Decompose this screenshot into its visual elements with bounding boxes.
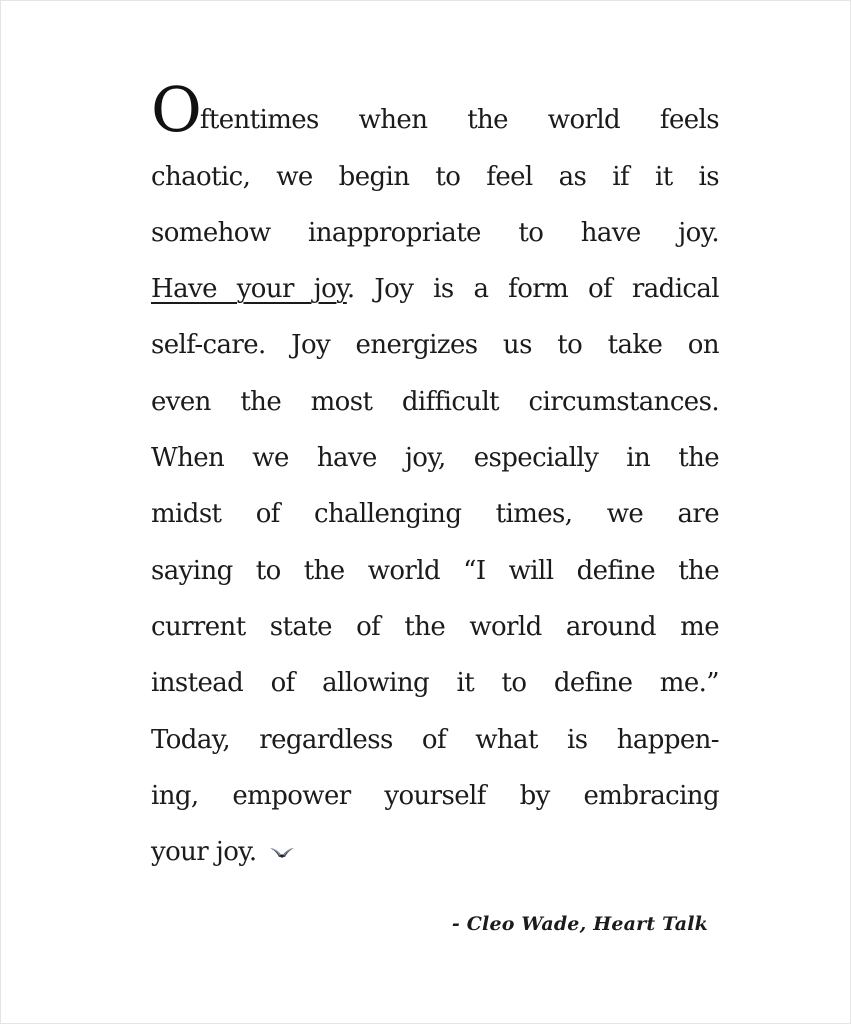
quote-line [151,596,719,652]
quote-line [151,73,719,147]
quote-line [151,539,719,595]
quote-line [151,314,719,370]
quote-line-text: ftentimes when the world feels [199,105,719,136]
underlined-phrase: Have your joy [151,274,347,305]
quote-line-text: . Joy is a form of radical [346,274,719,305]
drop-cap: O [151,73,200,147]
quote-line-text: chaotic, we begin to feel as if it is [151,161,719,192]
quote-line [151,765,719,821]
quote-line [151,652,719,708]
quote-line [151,202,719,258]
quote-passage [151,73,719,877]
quote-line-text: somehow inappropriate to have joy. [151,217,719,248]
quote-line-text: Today, regardless of what is happen- [151,724,719,755]
quote-line-text: current state of the world around me [151,611,719,642]
quote-line-text: your joy. [151,837,257,868]
quote-line [151,427,719,483]
quote-line-text: When we have joy, especially in the [151,443,719,474]
quote-line-text: instead of allowing it to define me.” [151,668,719,699]
attribution: - Cleo Wade, Heart Talk [451,913,708,935]
quote-line [151,258,719,314]
quote-line [151,370,719,426]
quote-line [151,821,719,877]
quote-line-text: self-care. Joy energizes us to take on [151,330,719,361]
quote-line [151,483,719,539]
quote-line [151,145,719,201]
quote-line-text: saying to the world “I will define the [151,555,719,586]
quote-line-text: midst of challenging times, we are [151,499,719,530]
wings-icon [269,836,295,866]
quote-line-text: ing, empower yourself by embracing [151,780,719,811]
quote-line [151,708,719,764]
quote-line-text: even the most difficult circumstances. [151,386,719,417]
